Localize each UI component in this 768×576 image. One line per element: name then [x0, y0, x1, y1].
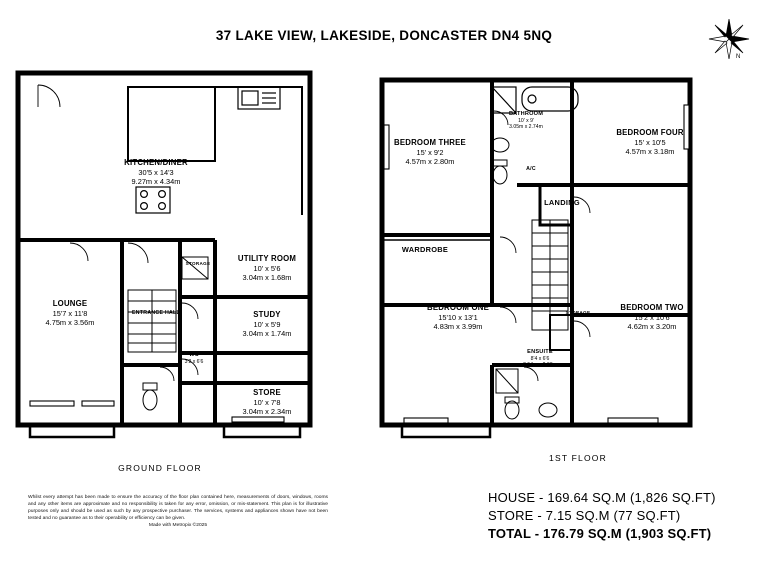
room-metric: 4.83m x 3.99m: [433, 321, 483, 331]
room-bedroom-one: [398, 303, 518, 331]
room-bedroom-three: [374, 138, 486, 166]
room-metric: 3.04m x 1.68m: [242, 272, 292, 282]
room-name: UTILITY ROOM: [237, 254, 297, 263]
room-imperial: 10' x 5'9: [253, 319, 281, 329]
room-metric: 3.04m x 2.34m: [242, 406, 292, 416]
room-name: STORE: [253, 388, 281, 397]
room-study: [212, 310, 322, 338]
room-name: LOUNGE: [52, 299, 88, 308]
room-metric: 4.57m x 3.18m: [625, 146, 675, 156]
room-imperial: 15'10 x 13'1: [438, 312, 478, 322]
room-metric: 3.05m x 2.74m: [509, 124, 543, 131]
room-kitchen-diner: [96, 158, 216, 186]
room-imperial: 15'7 x 11'8: [52, 308, 88, 318]
label-wardrobe: WARDROBE: [401, 245, 449, 254]
room-name: BEDROOM ONE: [427, 303, 489, 312]
room-name: BEDROOM THREE: [394, 138, 466, 147]
room-imperial: 8'4 x 6'6: [530, 355, 550, 362]
room-metric: 4.57m x 2.80m: [405, 156, 455, 166]
room-imperial: 10' x 5'6: [253, 263, 281, 273]
room-bathroom: [486, 111, 566, 131]
room-store: [212, 388, 322, 416]
label-storage-ground: STORAGE: [185, 261, 211, 266]
room-imperial: 10' x 7'8: [253, 397, 281, 407]
room-ensuite: [500, 349, 580, 369]
room-imperial: 15'2 x 10'6: [634, 312, 670, 322]
room-imperial: 10' x 9': [518, 117, 534, 124]
label-ac-cupboard: A/C: [526, 166, 536, 172]
room-metric: 4.75m x 3.56m: [45, 317, 95, 327]
svg-text:N: N: [736, 54, 741, 60]
label-entrance-hall: ENTRANCE HALL: [132, 310, 180, 316]
room-bedroom-two: [596, 303, 708, 331]
compass-rose: [706, 16, 752, 62]
summary-total: TOTAL - 176.79 SQ.M (1,903 SQ.FT): [488, 526, 712, 541]
room-metric: 3.04m x 1.74m: [242, 328, 292, 338]
room-metric: 9.27m x 4.34m: [131, 176, 181, 186]
area-summary: [488, 490, 758, 544]
summary-house: HOUSE - 169.64 SQ.M (1,826 SQ.FT): [488, 490, 716, 505]
room-imperial: 15' x 10'5: [634, 137, 666, 147]
page-title: 37 LAKE VIEW, LAKESIDE, DONCASTER DN4 5NQ: [215, 28, 553, 43]
room-lounge: [16, 299, 124, 327]
room-name: BATHROOM: [508, 111, 544, 117]
room-name: WC: [189, 352, 199, 358]
room-metric: 2.54m x 2.03m: [523, 362, 557, 369]
room-name: KITCHEN/DINER: [124, 158, 188, 167]
first-floor-label: 1ST FLOOR: [549, 453, 607, 463]
disclaimer-body: Whilst every attempt has been made to ensure the accuracy of the floor plan contained here, measurements of doors, windows, rooms and any other items are approximate and no responsibility is taken for any error, omission, or mis-statement. This plan is for illustrative purposes only and should be used as such by any prospective purchaser. The services, systems and appliances shown have not been tested and no guarantee as to their operability or efficiency can be given.: [28, 495, 328, 521]
ground-floor-label: GROUND FLOOR: [118, 463, 202, 473]
room-name: BEDROOM FOUR: [616, 128, 684, 137]
disclaimer-credit: Made with Metropix ©2025: [148, 522, 208, 528]
room-name: STUDY: [253, 310, 281, 319]
room-bedroom-four: [594, 128, 706, 156]
room-name: ENSUITE: [527, 349, 553, 355]
label-landing: LANDING: [544, 198, 580, 207]
room-utility: [212, 254, 322, 282]
disclaimer: [28, 495, 328, 530]
summary-store: STORE - 7.15 SQ.M (77 SQ.FT): [488, 508, 681, 523]
room-metric: 4.62m x 3.20m: [627, 321, 677, 331]
room-imperial: 15' x 9'2: [416, 147, 444, 157]
room-imperial: 30'5 x 14'3: [138, 167, 174, 177]
room-wc: [166, 352, 222, 365]
room-name: BEDROOM TWO: [620, 303, 684, 312]
room-imperial: 3'2 x 6'6: [184, 358, 204, 365]
label-storage-first: STORAGE: [565, 310, 591, 315]
